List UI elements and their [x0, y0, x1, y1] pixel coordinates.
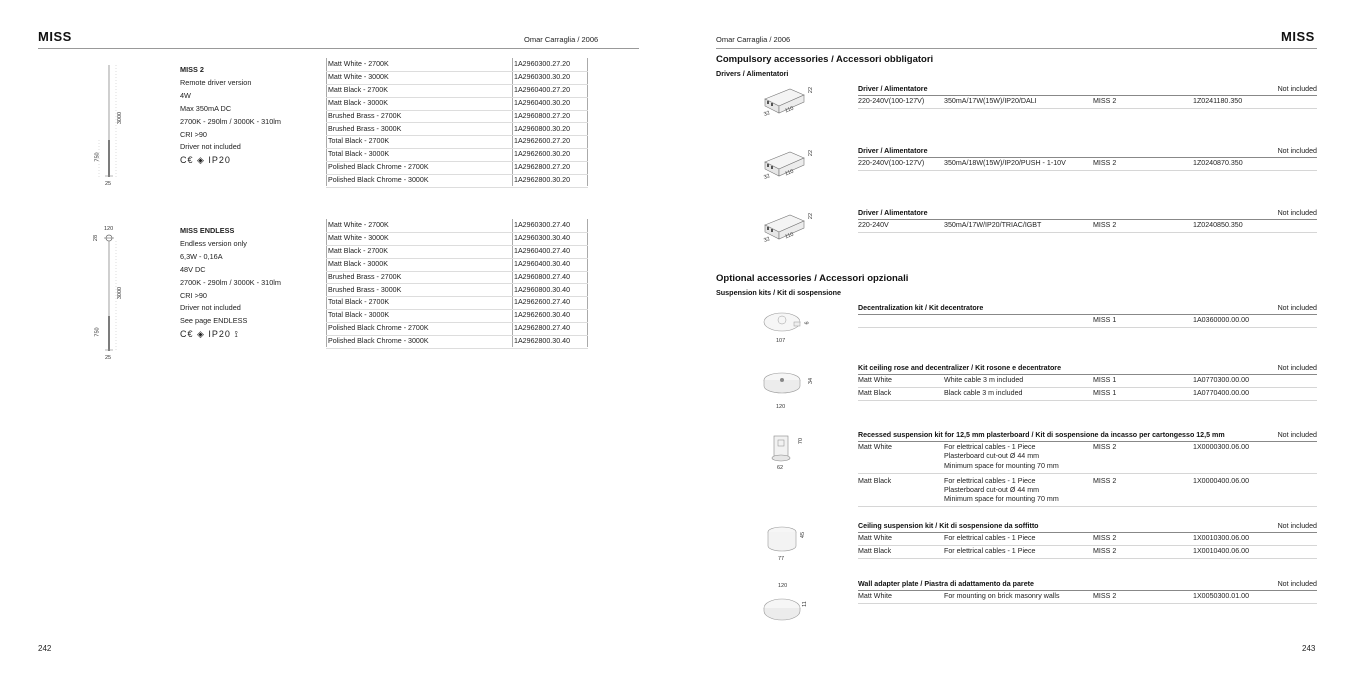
variant-code: 1A2962600.27.20 [514, 137, 571, 146]
variant-row [326, 110, 588, 124]
row-description: 350mA/17W/IP20/TRIAC/IGBT [944, 221, 1042, 229]
header-rule [858, 314, 1317, 315]
variant-finish: Matt White - 2700K [328, 221, 389, 229]
spec-line: Remote driver version [180, 77, 252, 87]
row-description: Minimum space for mounting 70 mm [944, 495, 1059, 504]
left-brand: MISS [38, 29, 72, 44]
row-finish: 220-240V(100-127V) [858, 159, 925, 167]
right-designer: Omar Carraglia / 2006 [716, 35, 791, 44]
variant-finish: Brushed Brass - 3000K [328, 124, 402, 133]
optional-title: Optional accessories / Accessori opzionali [716, 273, 909, 284]
dim-a: 62 [777, 465, 784, 471]
row-rule [858, 473, 1317, 474]
row-finish: 220-240V [858, 221, 889, 229]
accessory-header: Recessed suspension kit for 12,5 mm plasterboard / Kit di sospensione da incasso per cartongesso 12,5 mm [858, 431, 1225, 439]
variant-code: 1A2962800.30.20 [514, 176, 571, 185]
dim-a: 120 [778, 583, 788, 589]
spec-line: Endless version only [180, 238, 247, 248]
row-rule [858, 327, 1317, 328]
row-description: Plasterboard cut-out Ø 44 mm [944, 452, 1040, 461]
spec-line: CRI >90 [180, 290, 207, 300]
dim-width: 32 [763, 236, 771, 244]
row-code: 1A0770300.00.00 [1193, 376, 1250, 384]
row-rule [858, 603, 1317, 604]
row-code: 1Z0241180.350 [1193, 97, 1243, 105]
row-product: MISS 2 [1093, 221, 1117, 229]
compulsory-title: Compulsory accessories / Accessori obbligatori [716, 54, 934, 65]
spec-line: 2700K - 290lm / 3000K - 310lm [180, 277, 281, 287]
dim-b: 70 [798, 437, 805, 445]
compulsory-subtitle: Drivers / Alimentatori [716, 69, 789, 78]
dim-length: 110 [784, 168, 795, 178]
product-title: MISS 2 [180, 65, 204, 74]
dim-b: 45 [800, 531, 807, 539]
row-finish: Matt White [858, 592, 892, 600]
dim-height: 22 [808, 212, 815, 220]
optional-subtitle: Suspension kits / Kit di sospensione [716, 288, 842, 297]
variant-row [326, 284, 588, 298]
row-product: MISS 2 [1093, 97, 1117, 105]
row-finish: Matt White [858, 534, 892, 542]
header-rule [858, 157, 1317, 158]
row-product: MISS 2 [1093, 159, 1117, 167]
certification-marks: C€ ◈ IP20 ⟟ [180, 329, 239, 340]
variant-finish: Polished Black Chrome - 2700K [328, 163, 429, 172]
variant-code: 1A2960800.27.40 [514, 272, 571, 281]
dim-width: 32 [763, 173, 771, 181]
availability-status: Not included [1277, 364, 1317, 372]
dim-top: 120 [104, 226, 114, 232]
header-rule [858, 219, 1317, 220]
accessory-header: Wall adapter plate / Piastra di adattamento da parete [858, 580, 1034, 588]
spec-line: Driver not included [180, 142, 241, 152]
variant-row [326, 123, 588, 137]
variant-code: 1A2960800.30.20 [514, 124, 571, 133]
row-rule [858, 232, 1317, 233]
row-code: 1X0000400.06.00 [1193, 476, 1250, 485]
variant-code: 1A2962600.30.20 [514, 150, 571, 159]
variant-finish: Matt Black - 3000K [328, 259, 388, 268]
product-endless-drawing [88, 224, 138, 364]
variant-code: 1A2960400.27.40 [514, 246, 571, 255]
left-header-rule [38, 48, 639, 49]
spec-line: 2700K - 290lm / 3000K - 310lm [180, 116, 281, 126]
variant-row [326, 84, 588, 98]
spec-line: CRI >90 [180, 129, 207, 139]
product-miss2-info [180, 64, 320, 167]
right-header-rule [716, 48, 1317, 49]
product-title: MISS ENDLESS [180, 226, 235, 235]
variant-finish: Brushed Brass - 2700K [328, 272, 402, 281]
row-code: 1X0000300.06.00 [1193, 443, 1250, 451]
availability-status: Not included [1277, 85, 1317, 93]
variant-row [326, 322, 588, 336]
variant-finish: Matt White - 3000K [328, 72, 389, 81]
availability-status: Not included [1277, 147, 1317, 155]
dim-b: 11 [801, 601, 808, 607]
variant-row [326, 335, 588, 349]
row-code: 1X0010300.06.00 [1193, 534, 1250, 542]
accessory-header: Decentralization kit / Kit decentratore [858, 304, 984, 312]
dim-b: 34 [808, 377, 815, 385]
row-finish: Matt Black [858, 547, 892, 555]
variant-row [326, 135, 588, 149]
row-finish: Matt Black [858, 476, 892, 485]
row-code: 1X0010400.06.00 [1193, 547, 1250, 555]
product-miss2-drawing [88, 60, 138, 195]
row-product: MISS 2 [1093, 534, 1117, 542]
row-description: For elettrical cables - 1 Piece [944, 443, 1036, 451]
row-product: MISS 2 [1093, 476, 1117, 485]
variant-row [326, 232, 588, 246]
header-rule [858, 441, 1317, 442]
availability-status: Not included [1277, 304, 1317, 312]
dim-a: 120 [776, 404, 786, 410]
variant-finish: Matt Black - 3000K [328, 98, 388, 107]
row-description: White cable 3 m included [944, 376, 1024, 384]
row-description: 350mA/17W(15W)/IP20/DALI [944, 97, 1037, 105]
variant-code: 1A2960800.27.20 [514, 111, 571, 120]
variant-finish: Total Black - 3000K [328, 311, 390, 320]
row-code: 1Z0240870.350 [1193, 159, 1243, 167]
variant-code: 1A2962800.27.40 [514, 324, 571, 333]
row-rule [858, 545, 1317, 546]
row-product: MISS 1 [1093, 316, 1117, 324]
variant-finish: Matt Black - 2700K [328, 85, 388, 94]
variant-code: 1A2960800.30.40 [514, 285, 571, 294]
row-description: 350mA/18W(15W)/IP20/PUSH - 1-10V [944, 159, 1066, 167]
variant-row [326, 58, 588, 72]
dim-height: 22 [808, 86, 815, 94]
row-product: MISS 2 [1093, 592, 1117, 600]
row-description: For elettrical cables - 1 Piece [944, 476, 1036, 485]
dim-a: 77 [778, 556, 785, 562]
accessory-header: Driver / Alimentatore [858, 209, 928, 217]
row-description: For mounting on brick masonry walls [944, 592, 1060, 600]
dim-lower: 750 [94, 327, 101, 337]
row-finish: Matt White [858, 443, 892, 451]
variant-code: 1A2962600.27.40 [514, 298, 571, 307]
variant-finish: Brushed Brass - 2700K [328, 111, 402, 120]
page-number-left: 242 [38, 644, 52, 653]
product-endless-info [180, 225, 320, 341]
variant-row [326, 258, 588, 272]
row-code: 1A0770400.00.00 [1193, 389, 1250, 397]
variant-row [326, 97, 588, 111]
row-finish: Matt Black [858, 389, 892, 397]
accessory-header: Kit ceiling rose and decentralizer / Kit rosone e decentratore [858, 364, 1062, 372]
row-description: Minimum space for mounting 70 mm [944, 461, 1059, 470]
left-designer: Omar Carraglia / 2006 [524, 35, 599, 44]
row-rule [858, 387, 1317, 388]
row-rule [858, 108, 1317, 109]
dim-width: 32 [763, 110, 771, 118]
variant-code: 1A2962800.27.20 [514, 163, 571, 172]
dim-base: 25 [105, 181, 112, 187]
spec-line: 4W [180, 90, 191, 100]
variant-row [326, 296, 588, 310]
dim-total: 3000 [117, 111, 124, 125]
availability-status: Not included [1277, 580, 1317, 588]
variant-code: 1A2962800.30.40 [514, 337, 571, 346]
row-rule [858, 558, 1317, 559]
dim-length: 110 [784, 105, 795, 115]
variant-row [326, 219, 588, 233]
dim-length: 110 [784, 231, 795, 241]
row-description: Plasterboard cut-out Ø 44 mm [944, 485, 1040, 494]
certification-marks: C€ ◈ IP20 [180, 155, 231, 166]
row-product: MISS 1 [1093, 389, 1117, 397]
spec-line: See page ENDLESS [180, 316, 248, 326]
header-rule [858, 95, 1317, 96]
variant-finish: Total Black - 2700K [328, 137, 390, 146]
spec-line: 6,3W - 0,16A [180, 251, 223, 261]
variant-row [326, 148, 588, 162]
availability-status: Not included [1277, 431, 1317, 439]
variant-row [326, 161, 588, 175]
variant-finish: Brushed Brass - 3000K [328, 285, 402, 294]
variant-finish: Polished Black Chrome - 3000K [328, 176, 429, 185]
variant-finish: Polished Black Chrome - 2700K [328, 324, 429, 333]
variant-row [326, 271, 588, 285]
variant-finish: Matt White - 2700K [328, 60, 389, 68]
accessory-illustration [760, 368, 810, 408]
accessory-illustration [760, 522, 810, 562]
variant-code: 1A2960400.30.40 [514, 259, 571, 268]
row-description: Black cable 3 m included [944, 389, 1023, 397]
row-code: 1X0050300.01.00 [1193, 592, 1250, 600]
row-code: 1Z0240850.350 [1193, 221, 1243, 229]
spec-line: Max 350mA DC [180, 103, 232, 113]
pendant-drawing [88, 224, 138, 364]
dim-top-h: 28 [93, 234, 100, 242]
variant-row [326, 71, 588, 85]
variant-finish: Polished Black Chrome - 3000K [328, 337, 429, 346]
accessory-header: Ceiling suspension kit / Kit di sospensione da soffitto [858, 522, 1039, 530]
dim-b: 6 [804, 321, 811, 325]
row-rule [858, 506, 1317, 507]
row-description: For elettrical cables - 1 Piece [944, 534, 1036, 542]
row-product: MISS 2 [1093, 443, 1117, 451]
variant-finish: Total Black - 2700K [328, 298, 390, 307]
dim-lower: 750 [94, 152, 101, 162]
variant-code: 1A2962600.30.40 [514, 311, 571, 320]
variant-code: 1A2960400.27.20 [514, 85, 571, 94]
header-rule [858, 374, 1317, 375]
variant-code: 1A2960300.30.40 [514, 233, 571, 242]
row-rule [858, 400, 1317, 401]
spec-line: 48V DC [180, 264, 206, 274]
variant-finish: Matt White - 3000K [328, 233, 389, 242]
variant-finish: Matt Black - 2700K [328, 246, 388, 255]
accessory-illustration [760, 588, 810, 628]
variant-code: 1A2960300.30.20 [514, 72, 571, 81]
accessory-header: Driver / Alimentatore [858, 85, 928, 93]
row-product: MISS 2 [1093, 547, 1117, 555]
right-brand: MISS [1281, 29, 1315, 44]
variant-row [326, 245, 588, 259]
accessory-header: Driver / Alimentatore [858, 147, 928, 155]
variant-row [326, 174, 588, 188]
row-finish: 220-240V(100-127V) [858, 97, 925, 105]
dim-height: 22 [808, 149, 815, 157]
variant-code: 1A2960300.27.20 [514, 60, 571, 68]
pendant-drawing [88, 60, 138, 195]
dim-a: 107 [776, 338, 786, 344]
row-rule [858, 170, 1317, 171]
dim-base: 25 [105, 355, 112, 361]
variant-finish: Total Black - 3000K [328, 150, 390, 159]
row-description: For elettrical cables - 1 Piece [944, 547, 1036, 555]
availability-status: Not included [1277, 522, 1317, 530]
dim-total: 3000 [117, 286, 124, 300]
variant-row [326, 309, 588, 323]
header-rule [858, 532, 1317, 533]
page-number-right: 243 [1302, 644, 1316, 653]
variant-code: 1A2960400.30.20 [514, 98, 571, 107]
row-code: 1A0360000.00.00 [1193, 316, 1250, 324]
variant-code: 1A2960300.27.40 [514, 221, 571, 229]
spec-line: Driver not included [180, 303, 241, 313]
availability-status: Not included [1277, 209, 1317, 217]
row-finish: Matt White [858, 376, 892, 384]
row-product: MISS 1 [1093, 376, 1117, 384]
header-rule [858, 590, 1317, 591]
